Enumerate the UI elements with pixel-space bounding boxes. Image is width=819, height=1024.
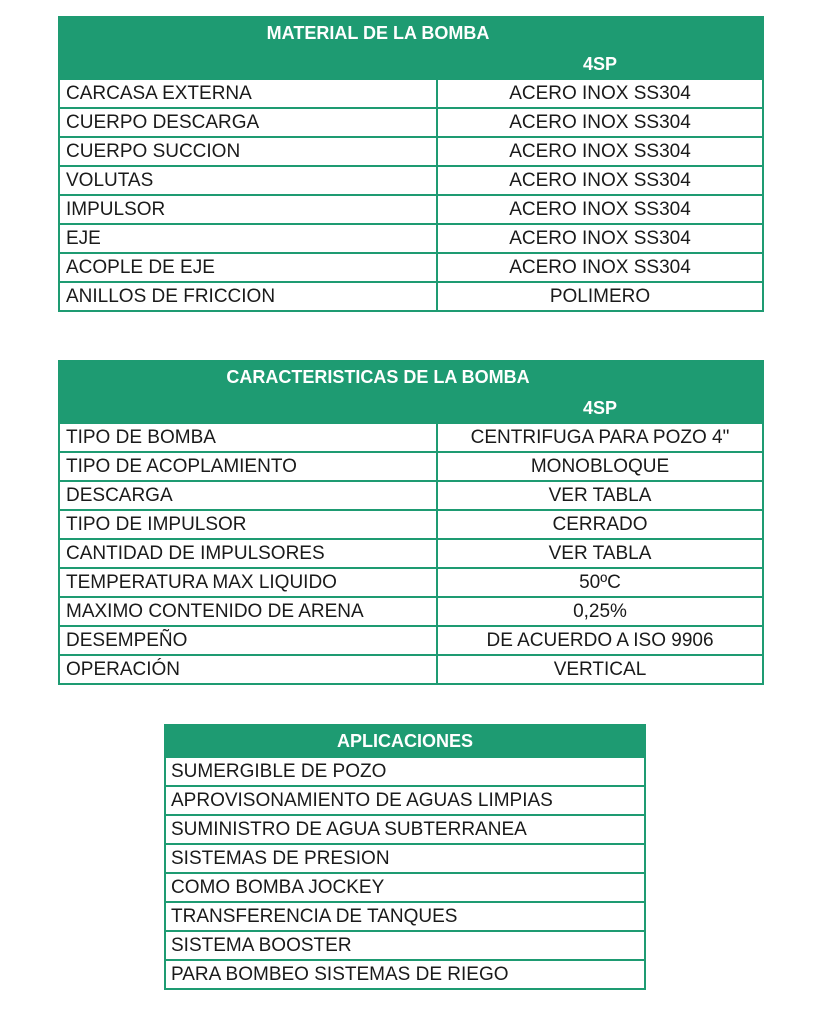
aplicaciones-title: APLICACIONES bbox=[165, 725, 645, 757]
row-label: TEMPERATURA MAX LIQUIDO bbox=[59, 568, 437, 597]
row-label: TIPO DE ACOPLAMIENTO bbox=[59, 452, 437, 481]
row-label: CANTIDAD DE IMPULSORES bbox=[59, 539, 437, 568]
row-value: CENTRIFUGA PARA POZO 4" bbox=[437, 423, 763, 452]
list-item bbox=[165, 873, 645, 902]
row-value: ACERO INOX SS304 bbox=[437, 166, 763, 195]
row-label: OPERACIÓN bbox=[59, 655, 437, 684]
caracteristicas-model-row bbox=[59, 393, 763, 423]
list-item bbox=[165, 844, 645, 873]
table-row bbox=[59, 626, 763, 655]
table-row bbox=[59, 137, 763, 166]
table-row bbox=[59, 452, 763, 481]
application-item: TRANSFERENCIA DE TANQUES bbox=[165, 902, 645, 931]
row-value: VER TABLA bbox=[437, 481, 763, 510]
caracteristicas-title: CARACTERISTICAS DE LA BOMBA bbox=[226, 366, 530, 387]
row-label: ANILLOS DE FRICCION bbox=[59, 282, 437, 311]
material-model-blank bbox=[59, 49, 437, 79]
caracteristicas-model: 4SP bbox=[437, 393, 763, 423]
list-item bbox=[165, 931, 645, 960]
row-label: VOLUTAS bbox=[59, 166, 437, 195]
row-value: VER TABLA bbox=[437, 539, 763, 568]
aplicaciones-table bbox=[164, 724, 646, 990]
row-label: EJE bbox=[59, 224, 437, 253]
table-row bbox=[59, 166, 763, 195]
list-item bbox=[165, 786, 645, 815]
material-model-row bbox=[59, 49, 763, 79]
application-item: APROVISONAMIENTO DE AGUAS LIMPIAS bbox=[165, 786, 645, 815]
table-row bbox=[59, 481, 763, 510]
row-label: CUERPO DESCARGA bbox=[59, 108, 437, 137]
table-row bbox=[59, 423, 763, 452]
row-label: ACOPLE DE EJE bbox=[59, 253, 437, 282]
row-value: ACERO INOX SS304 bbox=[437, 195, 763, 224]
table-row bbox=[59, 253, 763, 282]
application-item: COMO BOMBA JOCKEY bbox=[165, 873, 645, 902]
table-row bbox=[59, 539, 763, 568]
application-item: SISTEMAS DE PRESION bbox=[165, 844, 645, 873]
material-model: 4SP bbox=[437, 49, 763, 79]
material-title-row bbox=[59, 17, 763, 49]
row-value: ACERO INOX SS304 bbox=[437, 253, 763, 282]
row-value: VERTICAL bbox=[437, 655, 763, 684]
caracteristicas-table bbox=[58, 360, 764, 685]
table-row bbox=[59, 195, 763, 224]
table-row bbox=[59, 655, 763, 684]
material-title-cell bbox=[59, 17, 763, 49]
table-row bbox=[59, 108, 763, 137]
row-value: ACERO INOX SS304 bbox=[437, 224, 763, 253]
row-value: CERRADO bbox=[437, 510, 763, 539]
application-item: SUMINISTRO DE AGUA SUBTERRANEA bbox=[165, 815, 645, 844]
list-item bbox=[165, 960, 645, 989]
row-label: TIPO DE BOMBA bbox=[59, 423, 437, 452]
row-value: POLIMERO bbox=[437, 282, 763, 311]
row-value: 50ºC bbox=[437, 568, 763, 597]
table-row bbox=[59, 510, 763, 539]
row-label: CUERPO SUCCION bbox=[59, 137, 437, 166]
row-label: CARCASA EXTERNA bbox=[59, 79, 437, 108]
caracteristicas-model-blank bbox=[59, 393, 437, 423]
material-title: MATERIAL DE LA BOMBA bbox=[266, 22, 490, 43]
row-label: TIPO DE IMPULSOR bbox=[59, 510, 437, 539]
row-value: ACERO INOX SS304 bbox=[437, 137, 763, 166]
list-item bbox=[165, 902, 645, 931]
material-table bbox=[58, 16, 764, 312]
application-item: SISTEMA BOOSTER bbox=[165, 931, 645, 960]
row-value: DE ACUERDO A ISO 9906 bbox=[437, 626, 763, 655]
row-label: DESCARGA bbox=[59, 481, 437, 510]
row-value: 0,25% bbox=[437, 597, 763, 626]
list-item bbox=[165, 815, 645, 844]
row-label: DESEMPEÑO bbox=[59, 626, 437, 655]
caracteristicas-title-row bbox=[59, 361, 763, 393]
table-row bbox=[59, 597, 763, 626]
table-row bbox=[59, 568, 763, 597]
row-label: IMPULSOR bbox=[59, 195, 437, 224]
list-item bbox=[165, 757, 645, 786]
row-label: MAXIMO CONTENIDO DE ARENA bbox=[59, 597, 437, 626]
table-row bbox=[59, 79, 763, 108]
application-item: SUMERGIBLE DE POZO bbox=[165, 757, 645, 786]
caracteristicas-title-cell bbox=[59, 361, 763, 393]
application-item: PARA BOMBEO SISTEMAS DE RIEGO bbox=[165, 960, 645, 989]
row-value: ACERO INOX SS304 bbox=[437, 108, 763, 137]
aplicaciones-title-row bbox=[165, 725, 645, 757]
row-value: MONOBLOQUE bbox=[437, 452, 763, 481]
table-row bbox=[59, 224, 763, 253]
row-value: ACERO INOX SS304 bbox=[437, 79, 763, 108]
table-row bbox=[59, 282, 763, 311]
